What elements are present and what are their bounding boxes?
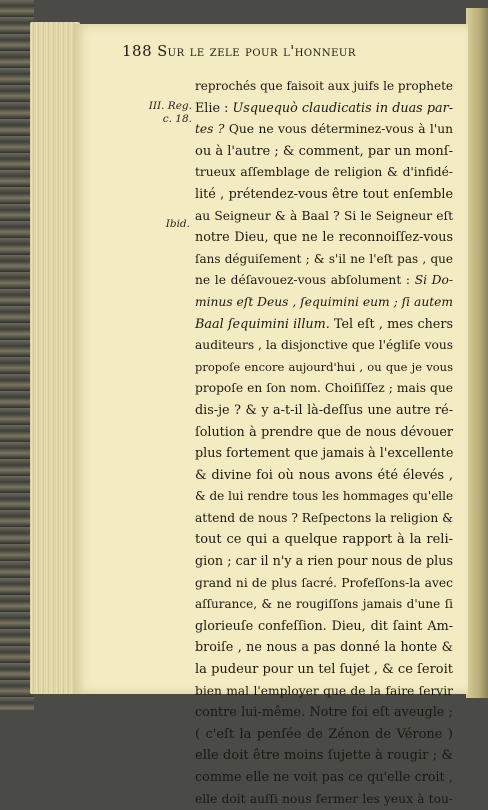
margin-note-ibid: Ibid. bbox=[165, 218, 190, 230]
line-italic-text: Usquequò claudicatis in duas par- bbox=[232, 100, 453, 116]
line-roman-text: ou à l'autre ; & comment, par un monſ- bbox=[195, 143, 453, 159]
text-line bbox=[195, 659, 453, 681]
line-roman-text: elle doit être moins ſujette à rougir ; & bbox=[195, 748, 453, 764]
line-roman-text: comme elle ne voit pas ce qu'elle croit , bbox=[195, 770, 453, 785]
facing-page-edge bbox=[466, 8, 488, 698]
line-roman-text: attend de nous ? Reſpectons la religion & bbox=[195, 510, 454, 525]
text-line bbox=[195, 314, 453, 336]
text-line bbox=[195, 357, 453, 379]
text-line bbox=[195, 724, 453, 746]
margin-note-reference: III. Reg. c. 18. bbox=[148, 100, 192, 125]
text-line bbox=[195, 119, 453, 141]
line-italic-text: Baal ſequimini illum. bbox=[195, 316, 330, 332]
line-roman-text: dis-je ? & y a-t-il là-deſſus une autre ré- bbox=[195, 402, 453, 418]
line-roman-text: la pudeur pour un tel ſujet , & ce ſeroit bbox=[195, 662, 453, 678]
line-roman-text: propoſe encore aujourd'hui , ou que je vous bbox=[195, 359, 453, 374]
text-line bbox=[195, 98, 453, 120]
line-roman-text: Elie : bbox=[195, 100, 233, 116]
text-line bbox=[195, 529, 453, 551]
line-roman-text: gion ; car il n'y a rien pour nous de plus bbox=[195, 554, 453, 570]
line-roman-text: broiſe , ne nous a pas donné la honte & bbox=[195, 640, 453, 656]
page-number: 188 bbox=[122, 42, 153, 60]
line-italic-text: Si Do- bbox=[414, 273, 453, 288]
line-roman-text: Que ne vous déterminez-vous à l'un bbox=[224, 122, 453, 137]
text-line bbox=[195, 486, 453, 508]
line-roman-text: aſſurance, & ne rougiſſons jamais d'une ſi bbox=[195, 597, 453, 612]
body-text bbox=[195, 76, 453, 810]
line-roman-text: notre Dieu, que ne le reconnoiſſez-vous bbox=[195, 230, 453, 246]
line-roman-text: plus fortement que jamais à l'excellente bbox=[195, 446, 454, 462]
text-line bbox=[195, 465, 453, 487]
book-spine bbox=[0, 0, 34, 710]
text-line bbox=[195, 141, 453, 163]
line-roman-text: au Seigneur & à Baal ? Si le Seigneur eſt bbox=[195, 208, 453, 223]
line-roman-text: glorieuſe confeſſion. Dieu, dit ſaint Am- bbox=[195, 618, 453, 634]
text-line bbox=[195, 681, 453, 703]
text-line bbox=[195, 443, 453, 465]
text-line bbox=[195, 227, 453, 249]
text-line bbox=[195, 702, 453, 724]
line-roman-text: elle doit auſſi nous fermer les yeux à tou- bbox=[195, 791, 453, 806]
line-italic-text: tes ? bbox=[195, 122, 225, 137]
text-line bbox=[195, 292, 453, 314]
text-line bbox=[195, 789, 453, 810]
line-roman-text: tout ce qui a quelque rapport à la reli- bbox=[195, 532, 453, 548]
text-line bbox=[195, 76, 453, 98]
line-roman-text: ſans déguiſement ; & s'il ne l'eſt pas , que bbox=[195, 251, 453, 266]
page-edges bbox=[30, 22, 80, 694]
line-roman-text: ne le déſavouez-vous abſolument : bbox=[195, 273, 415, 288]
line-italic-text: minus eſt Deus , ſequimini eum ; ſi autem bbox=[195, 294, 453, 309]
text-line bbox=[195, 162, 453, 184]
text-line bbox=[195, 249, 453, 271]
line-roman-text: ſolution à prendre que de nous dévouer bbox=[195, 424, 453, 440]
line-roman-text: Tel eſt , mes chers bbox=[329, 316, 453, 332]
line-roman-text: contre lui-même. Notre foi eſt aveugle ; bbox=[195, 705, 453, 721]
text-line bbox=[195, 573, 453, 595]
line-roman-text: & de lui rendre tous les hommages qu'elle bbox=[195, 489, 454, 504]
text-line bbox=[195, 184, 453, 206]
text-line bbox=[195, 767, 453, 789]
text-line bbox=[195, 508, 453, 530]
line-roman-text: reprochés que faisoit aux juifs le prophete bbox=[195, 79, 453, 93]
line-roman-text: bien mal l'employer que de la faire ſervir bbox=[195, 683, 453, 698]
running-title: Sur le zele pour l'honneur bbox=[157, 44, 356, 60]
line-roman-text: trueux aſſemblage de religion & d'infidé- bbox=[195, 165, 453, 180]
text-line bbox=[195, 616, 453, 638]
line-roman-text: lité , prétendez-vous être tout enſemble bbox=[195, 186, 453, 202]
text-line bbox=[195, 270, 453, 292]
line-roman-text: grand ni de plus ſacré. Profeſſons-la avec bbox=[195, 575, 453, 590]
text-line bbox=[195, 745, 453, 767]
text-line bbox=[195, 594, 453, 616]
line-roman-text: auditeurs , la disjonctive que l'égliſe vous bbox=[195, 338, 454, 353]
line-roman-text: ( c'eſt la penſée de Zénon de Vérone ) bbox=[195, 726, 453, 742]
text-line bbox=[195, 206, 453, 228]
text-line bbox=[195, 551, 453, 573]
line-roman-text: propoſe en ſon nom. Choiſiſſez ; mais que bbox=[195, 381, 453, 396]
text-line bbox=[195, 637, 453, 659]
line-roman-text: & divine foi où nous avons été élevés , bbox=[195, 467, 453, 483]
text-line bbox=[195, 400, 453, 422]
text-line bbox=[195, 335, 453, 357]
text-line bbox=[195, 378, 453, 400]
running-header bbox=[122, 42, 422, 64]
text-line bbox=[195, 422, 453, 444]
